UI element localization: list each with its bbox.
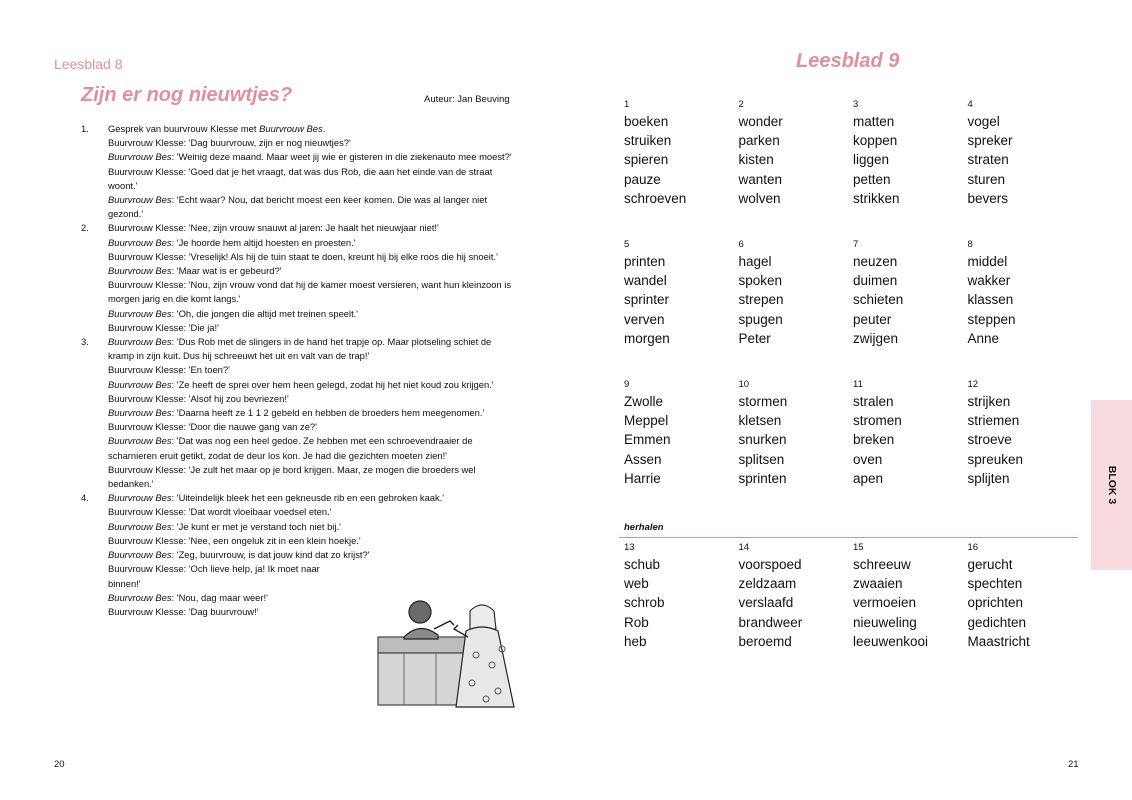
word-item: hagel [738,254,772,269]
group-number: 6 [738,239,744,250]
line-text: Buurvrouw Klesse: 'Door die nauwe gang van ze?' [108,421,317,433]
word-item: parken [738,133,780,149]
dialogue-line [108,264,513,278]
line-text: Buurvrouw Klesse: 'Die ja!' [108,321,219,333]
left-page-label: Leesblad 8 [54,56,123,72]
word-item: schroeven [624,190,687,206]
story-title: Zijn er nog nieuwtjes? [81,84,293,106]
word-group [624,378,739,488]
word-item: verven [624,311,665,327]
line-text: : 'Zeg, buurvrouw, is dat jouw kind dat zo krijst?' [171,549,370,561]
line-text: Buurvrouw Klesse: 'Nee, een ongeluk zit in een klein hoekje.' [108,534,361,546]
word-group [853,541,968,651]
speaker-name: Buurvrouw Bes [108,407,172,419]
group-number: 8 [967,239,973,250]
dialogue-line [108,321,513,335]
word-item: matten [853,114,895,129]
word-item: oven [853,451,883,467]
word-item: Meppel [624,413,669,429]
word-item: Assen [624,451,662,467]
word-item: spreker [967,133,1013,149]
word-item: schieten [853,292,904,308]
dialogue-line [108,420,513,434]
word-item: sturen [967,171,1006,187]
dialogue-line [108,406,513,420]
line-text: Buurvrouw Klesse: 'Vreselijk! Als hij de tuin staat te doen, kreunt hij bij elke roos die hij snoeit.' [108,250,498,262]
dialogue-line [108,150,513,164]
word-item: vermoeien [853,595,917,611]
story-section [81,335,513,491]
speaker-name: Buurvrouw Bes [108,378,172,390]
word-item: spoken [738,273,783,289]
group-number: 10 [738,379,750,390]
word-item: morgen [624,330,670,346]
word-row [624,541,1084,651]
word-item: wandel [624,273,667,289]
speaker-name: Buurvrouw Bes [108,435,172,447]
story-text [81,122,513,619]
word-item: duimen [853,273,898,289]
line-text: Buurvrouw Klesse: 'Dat wordt vloeibaar voedsel eten.' [108,506,332,518]
word-group [739,541,854,651]
word-item: gerucht [967,557,1013,572]
word-item: apen [853,470,884,486]
word-item: Maastricht [967,633,1030,649]
word-item: Emmen [624,432,671,448]
dialogue-line [108,193,513,221]
line-text: : 'Daarna heeft ze 1 1 2 gebeld en hebben de broeders hem meegenomen.' [171,407,485,419]
line-text: Gesprek van buurvrouw Klesse met [108,123,260,134]
word-item: middel [967,254,1008,269]
word-item: breken [853,432,895,448]
group-number: 12 [967,379,979,390]
dialogue-line [108,534,513,548]
word-item: bevers [967,190,1009,206]
group-number: 14 [738,542,750,553]
word-item: strepen [738,292,784,308]
word-group [968,541,1083,651]
word-group [853,98,968,208]
word-item: schreeuw [853,557,911,572]
group-number: 2 [738,99,744,110]
story-section [81,122,513,221]
speaker-name: Buurvrouw Bes [108,265,172,277]
dialogue-line [108,463,513,491]
line-text: : 'Je hoorde hem altijd hoesten en proesten.' [171,236,356,248]
word-item: snurken [738,432,787,448]
dialogue-line [108,434,513,462]
dialogue-line [108,363,513,377]
word-item: petten [853,171,891,187]
speaker-name: Buurvrouw Bes [108,151,172,163]
dialogue-line [108,378,513,392]
word-item: stormen [738,394,788,409]
word-group [739,378,854,488]
story-section [81,221,513,335]
dialogue-line [108,221,513,235]
word-item: sprinter [624,292,670,308]
word-item: stralen [853,394,894,409]
speaker-name: Buurvrouw Bes [108,336,172,348]
repeat-label: herhalen [624,522,664,533]
group-number: 5 [624,239,630,250]
group-number: 4 [967,99,973,110]
word-item: schrob [624,595,665,611]
word-item: voorspoed [738,557,802,572]
word-item: strijken [967,394,1011,409]
side-tab-label: BLOK 3 [1105,465,1118,505]
dialogue-line [108,392,513,406]
author: Auteur: Jan Beuving [424,94,510,105]
word-item: vogel [967,114,1000,129]
side-tab [1091,400,1132,570]
word-group [739,98,854,208]
group-number: 13 [624,542,635,553]
section-number: 3. [81,336,89,348]
word-item: wakker [967,273,1011,289]
word-group [968,378,1083,488]
page-number-left: 20 [54,759,65,770]
word-item: oprichten [967,595,1024,611]
dialogue-line [108,520,513,534]
line-text: : 'Weinig deze maand. Maar weet jij wie er gisteren in die ziekenauto mee moest?' [171,151,512,163]
word-item: zwijgen [853,330,899,346]
word-item: Zwolle [624,394,664,409]
word-item: peuter [853,311,892,327]
speaker-name: Buurvrouw Bes [108,236,172,248]
word-item: koppen [853,133,898,149]
dialogue-line [108,505,513,519]
group-number: 9 [624,379,630,390]
word-group [853,378,968,488]
group-number: 15 [853,542,864,553]
dialogue-line [108,491,513,505]
word-item: wonder [738,114,783,129]
word-group [739,238,854,348]
line-text: : 'Oh, die jongen die altijd met treinen speelt.' [171,307,359,319]
word-item: pauze [624,171,661,187]
line-text: : 'Dus Rob met de slingers in de hand het trapje op. Maar plotseling schiet de kramp in zijn kuit. Dus hij schreeuwt het uit en valt van de trap!' [108,336,492,362]
word-group [624,98,739,208]
dialogue-line [108,136,513,150]
line-text: : 'Echt waar? Nou, dat bericht moest een keer komen. Die was al langer niet gezond.' [108,194,488,220]
speaker-name: Buurvrouw Bes [108,591,172,603]
word-item: brandweer [738,614,803,630]
speaker-name: Buurvrouw Bes [108,549,172,561]
line-text: : 'Je kunt er met je verstand toch niet bij.' [171,520,341,532]
dialogue-line [108,236,513,250]
word-item: spugen [738,311,783,327]
word-item: neuzen [853,254,898,269]
word-item: Peter [738,330,771,346]
word-item: splitsen [738,451,785,467]
speaker-name: Buurvrouw Bes [108,520,172,532]
line-text: : 'Uiteindelijk bleek het een gekneusde rib en een gebroken kaak.' [171,492,445,504]
word-item: liggen [853,152,890,168]
word-item: kletsen [738,413,782,429]
dialogue-line [108,548,370,562]
group-number: 1 [624,99,630,110]
dialogue-line [108,122,513,136]
neighbour-man-head [409,601,431,623]
word-item: klassen [967,292,1014,308]
line-text: Buurvrouw Klesse: 'Alsof hij zou bevriezen!' [108,392,289,404]
word-group [624,541,739,651]
word-item: spreuken [967,451,1024,467]
line-text: Buurvrouw Klesse: 'Je zult het maar op je bord krijgen. Maar, ze mogen die broeders wel bedanken.' [108,463,476,490]
line-text: Buurvrouw Klesse: 'En toen?' [108,364,230,376]
word-item: web [624,576,649,592]
word-item: steppen [967,311,1016,327]
word-item: striemen [967,413,1020,429]
word-item: beroemd [738,633,792,649]
group-number: 11 [853,379,863,390]
line-text: Buurvrouw Klesse: 'Dag buurvrouw, zijn er nog nieuwtjes?' [108,137,351,149]
word-group [853,238,968,348]
word-item: leeuwenkooi [853,633,929,649]
word-item: wanten [738,171,783,187]
word-row [624,98,1084,208]
word-item: schub [624,557,661,572]
word-item: verslaafd [738,595,794,611]
word-item: zwaaien [853,576,903,592]
section-number: 4. [81,492,89,504]
speaker-name: Buurvrouw Bes [259,123,323,134]
word-item: boeken [624,114,669,129]
word-group [624,238,739,348]
word-item: stromen [853,413,902,429]
word-item: splijten [967,470,1010,486]
word-item: strikken [853,190,900,206]
word-item: struiken [624,133,672,149]
dialogue-line [108,562,350,590]
dialogue-line [108,335,513,363]
group-number: 16 [967,542,979,553]
word-group [968,98,1083,208]
repeat-divider [619,537,1078,538]
line-text: : 'Maar wat is er gebeurd?' [171,265,282,277]
word-item: gedichten [967,614,1027,630]
line-text: Buurvrouw Klesse: 'Och lieve help, ja! Ik moet naar binnen!' [108,563,320,589]
line-end: . [322,123,326,134]
word-item: Rob [624,614,649,630]
word-item: stroeve [967,432,1012,448]
word-item: sprinten [738,470,787,486]
neighbour-woman-dress [456,627,514,707]
word-item: heb [624,633,647,649]
word-item: zeldzaam [738,576,797,592]
line-text: Buurvrouw Klesse: 'Goed dat je het vraagt, dat was dus Rob, die aan het einde van de straat woont.' [108,165,493,191]
dialogue-line [108,278,513,306]
neighbour-man-body [404,628,438,639]
page-number-right: 21 [1068,759,1079,770]
speaker-name: Buurvrouw Bes [108,307,172,319]
group-number: 7 [853,239,859,250]
section-number: 1. [81,123,89,134]
line-text: Buurvrouw Klesse: 'Nou, zijn vrouw vond dat hij de kamer moest versieren, want hun kleinzoon is morgen jarig en die komt langs.' [108,279,512,305]
right-page-title: Leesblad 9 [796,50,900,72]
word-item: nieuweling [853,614,917,630]
word-item: Anne [967,330,1000,346]
word-item: spieren [624,152,669,168]
dialogue-line [108,307,513,321]
word-row [624,238,1084,348]
word-item: printen [624,254,666,269]
group-number: 3 [853,99,859,110]
word-item: spechten [967,576,1023,592]
speaker-name: Buurvrouw Bes [108,194,172,206]
word-group [968,238,1083,348]
word-item: straten [967,152,1009,168]
dialogue-line [108,165,513,193]
dialogue-line [108,250,513,264]
neighbours-illustration [374,595,524,713]
line-text: Buurvrouw Klesse: 'Nee, zijn vrouw snauwt al jaren: Je haalt het nieuwjaar niet!' [108,222,439,234]
line-text: : 'Nou, dag maar weer!' [171,591,268,603]
section-number: 2. [81,222,89,234]
word-item: wolven [738,190,781,206]
word-item: Harrie [624,470,661,486]
line-text: : 'Ze heeft de sprei over hem heen gelegd, zodat hij het niet koud zou krijgen.' [171,378,494,390]
word-item: kisten [738,152,774,168]
speaker-name: Buurvrouw Bes [108,492,172,504]
line-text: Buurvrouw Klesse: 'Dag buurvrouw!' [108,605,259,617]
word-row [624,378,1084,488]
line-text: : 'Dat was nog een heel gedoe. Ze hebben met een schroevendraaier de scharnieren eruit getikt, zodat de deur los kon. Je had die gezichten moeten zien!' [108,435,473,461]
